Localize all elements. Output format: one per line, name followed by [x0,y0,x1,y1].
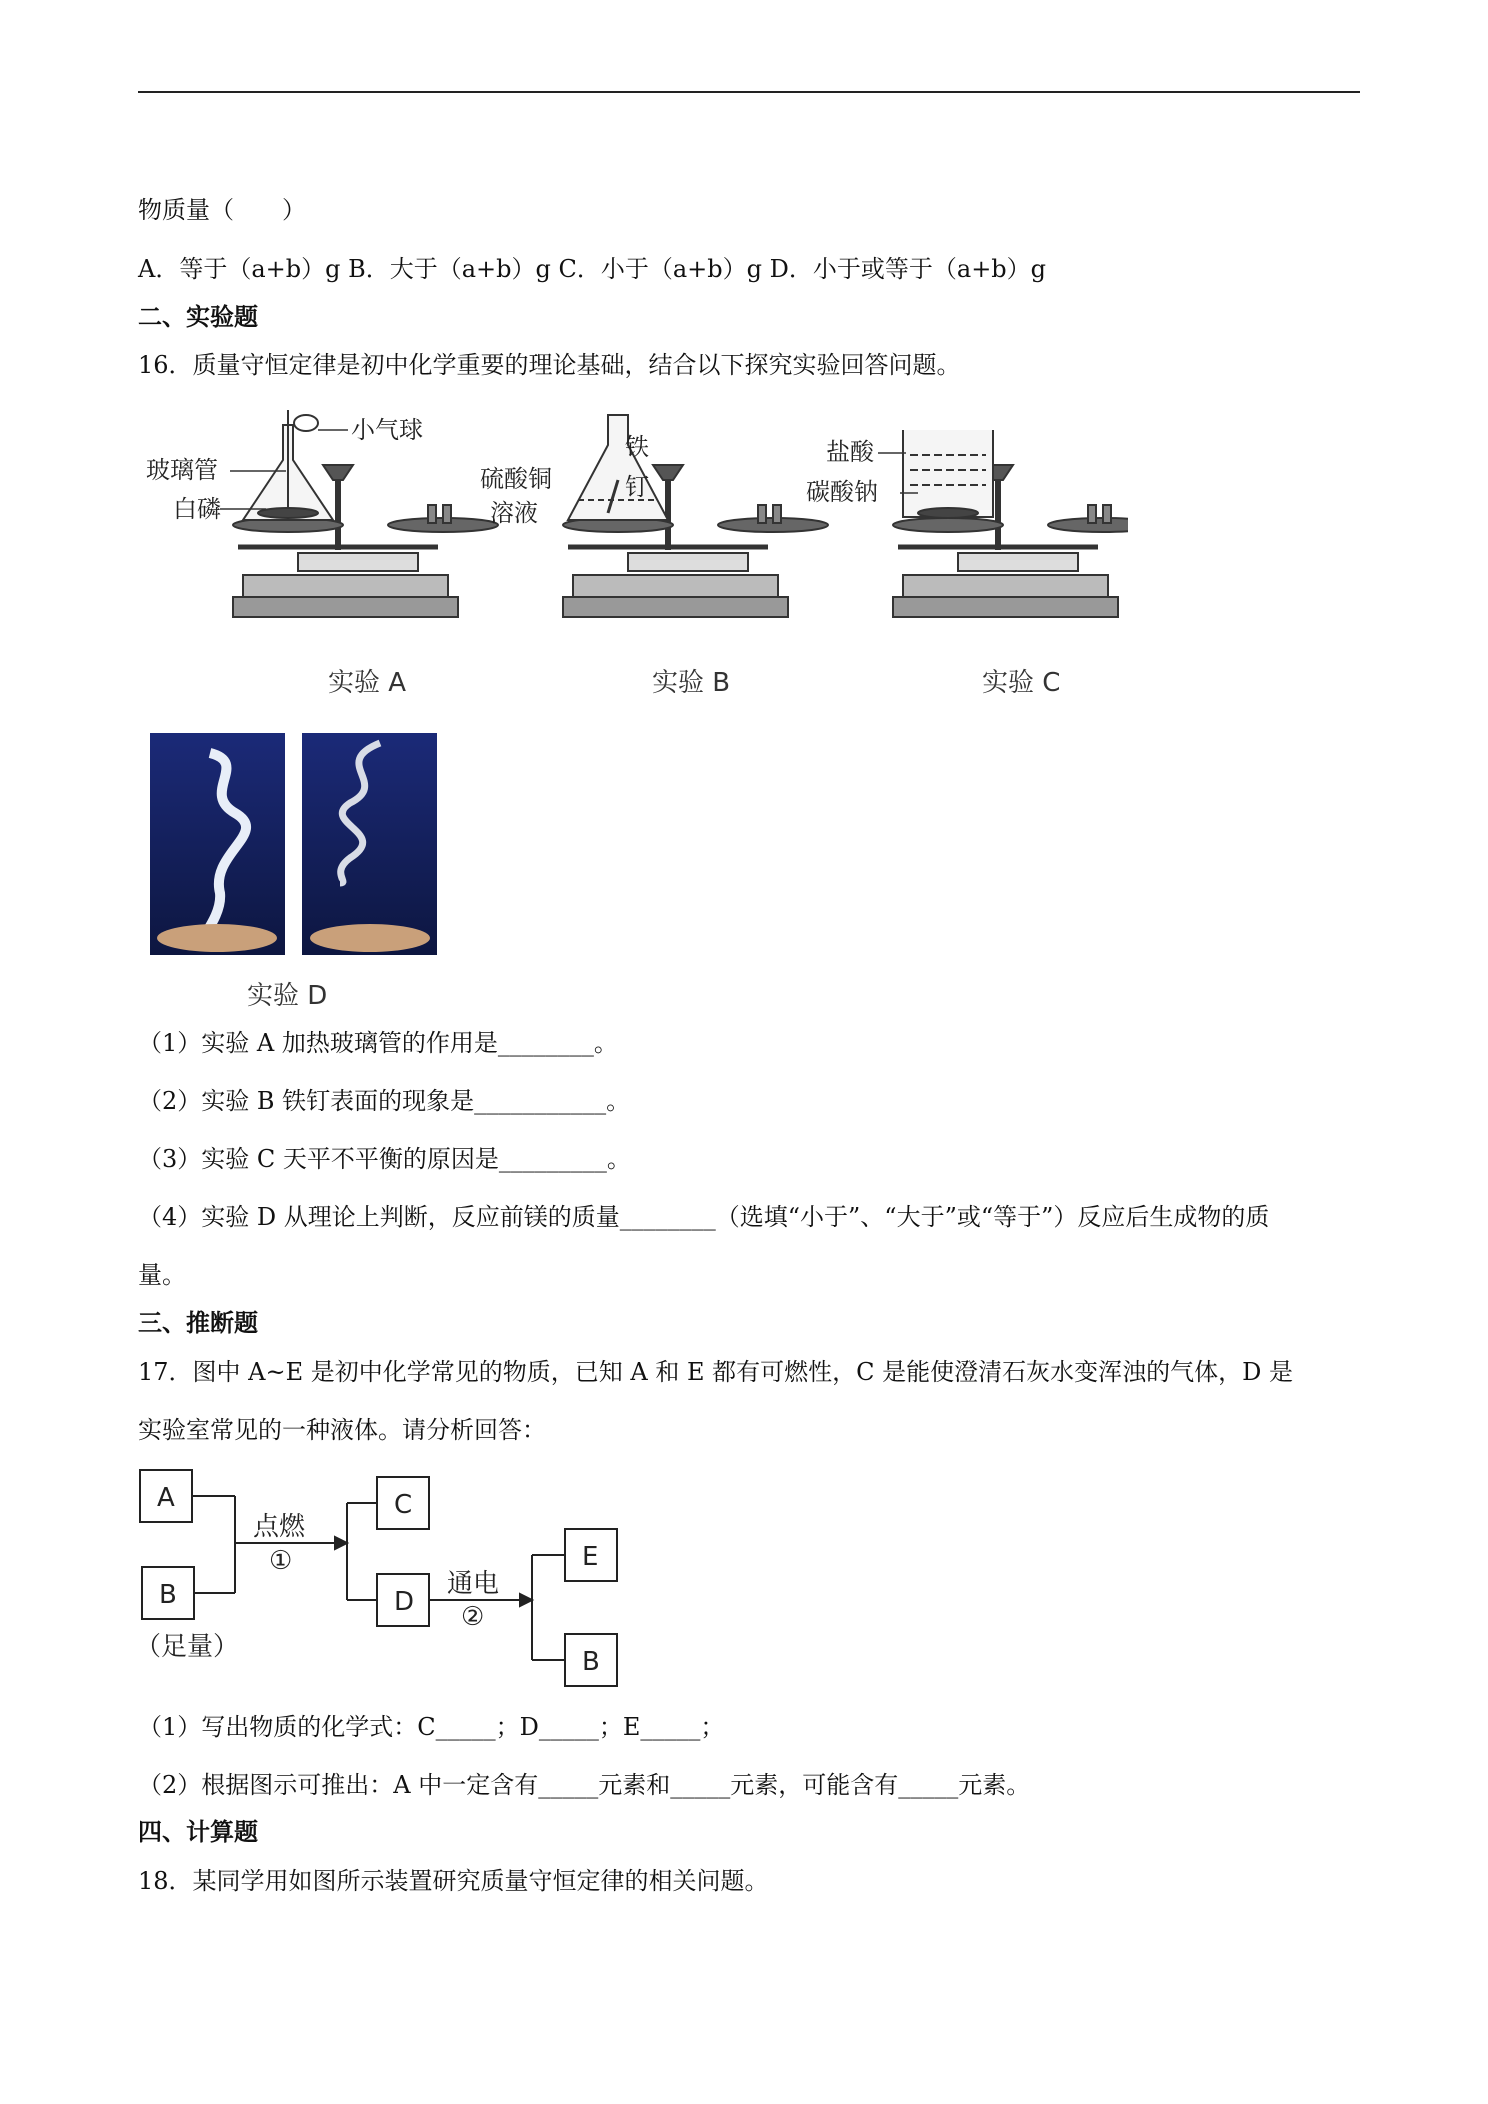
label-sodium-carbonate: 碳酸钠 [806,478,878,506]
balance-experiments-figure [138,405,1128,705]
label-c: C [394,1490,413,1520]
label-white-phosphorus: 白磷 [173,495,221,523]
label-a: A [157,1483,175,1513]
label-step-2: ② [461,1602,485,1632]
q16-sub4-line1: （4）实验 D 从理论上判断，反应前镁的质量________（选填“小于”、“大于”或“等于”）反应后生成物的质 [138,1203,1270,1231]
label-b-product: B [582,1647,600,1677]
q16-sub1: （1）实验 A 加热玻璃管的作用是________。 [138,1029,618,1057]
q16-stem: 16．质量守恒定律是初中化学重要的理论基础，结合以下探究实验回答问题。 [138,351,961,379]
caption-experiment-b: 实验 B [652,668,731,698]
q17-stem-line2: 实验室常见的一种液体。请分析回答： [138,1416,546,1444]
section4-heading: 四、计算题 [138,1818,258,1846]
label-solution: 溶液 [490,499,538,527]
q18-stem: 18．某同学用如图所示装置研究质量守恒定律的相关问题。 [138,1867,769,1895]
caption-experiment-c: 实验 C [982,668,1061,698]
q15-options: A．等于（a+b）g B．大于（a+b）g C．小于（a+b）g D．小于或等于（a+b）g [138,255,1047,283]
label-glass-tube: 玻璃管 [146,456,218,484]
q17-sub2: （2）根据图示可推出：A 中一定含有_____元素和_____元素，可能含有_____元素。 [138,1771,1031,1799]
label-sufficient: （足量） [135,1632,240,1662]
label-hydrochloric-acid: 盐酸 [826,438,874,466]
label-nail: 钉 [625,473,649,501]
balance-b [563,415,828,617]
label-e: E [582,1542,599,1572]
q16-sub3: （3）实验 C 天平不平衡的原因是_________。 [138,1145,631,1173]
q16-sub2: （2）实验 B 铁钉表面的现象是___________。 [138,1087,631,1115]
q16-sub4-line2: 量。 [138,1261,186,1289]
section2-heading: 二、实验题 [138,303,258,331]
header-rule [138,91,1360,93]
q17-stem-line1: 17．图中 A~E 是初中化学常见的物质，已知 A 和 E 都有可燃性，C 是能使澄清石灰水变浑浊的气体，D 是 [138,1358,1293,1386]
label-copper-sulfate: 硫酸铜 [480,465,552,493]
q15-stem-tail: 物质量（ ） [138,196,306,224]
caption-experiment-a: 实验 A [328,668,407,698]
caption-experiment-d: 实验 D [247,981,328,1011]
label-d: D [394,1587,415,1617]
label-b: B [159,1580,177,1610]
inference-flow-diagram [135,1465,655,1690]
label-ignite: 点燃 [253,1512,306,1542]
balance-c [893,430,1128,617]
experiment-d-photos [150,733,438,957]
label-electrolysis: 通电 [447,1569,500,1599]
photo-magnesium-ribbon [302,733,437,955]
label-iron: 铁 [625,433,649,461]
label-step-1: ① [269,1546,293,1576]
section3-heading: 三、推断题 [138,1309,258,1337]
label-balloon: 小气球 [351,416,423,444]
q17-sub1: （1）写出物质的化学式：C_____；D_____；E_____； [138,1713,725,1741]
